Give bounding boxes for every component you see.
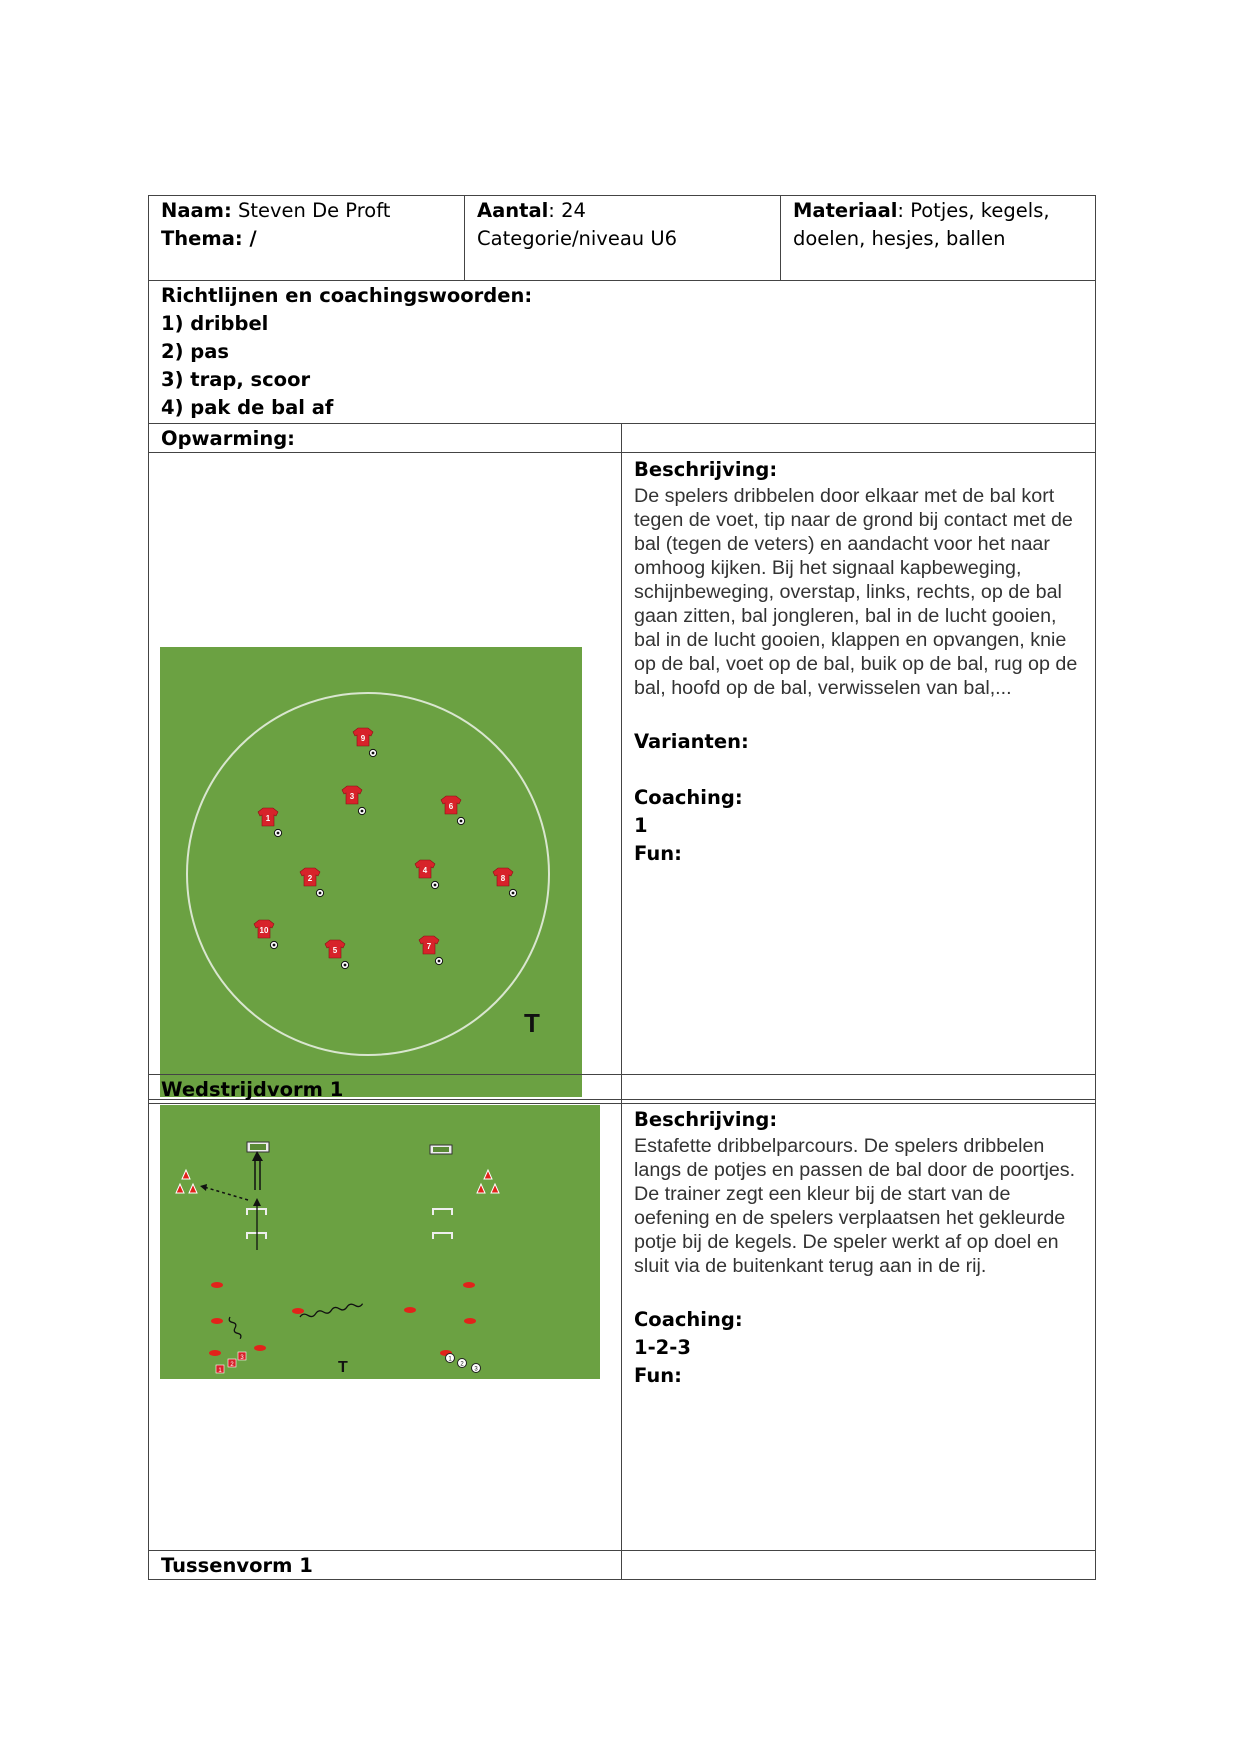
red-player-number: 3	[240, 1355, 244, 1361]
materiaal-text	[793, 197, 1085, 253]
ball-patch	[273, 944, 276, 947]
wedstrijdvorm-title: Wedstrijdvorm 1	[161, 1078, 344, 1101]
white-player-number: 1	[448, 1356, 452, 1363]
richtlijn-item: 1) dribbel	[161, 312, 269, 335]
ball-patch	[344, 964, 347, 967]
aantal-value: : 24	[548, 199, 586, 222]
player-number: 4	[422, 866, 428, 875]
aantal-line	[477, 197, 770, 225]
beschrijving-label: Beschrijving:	[634, 1108, 778, 1131]
wedstrijdvorm-diagram	[160, 1105, 600, 1379]
goal-left-net	[250, 1144, 266, 1150]
coaching-value: 1	[634, 814, 648, 837]
tussenvorm-title: Tussenvorm 1	[161, 1554, 313, 1577]
player-number: 9	[360, 734, 366, 743]
trainer-marker: T	[338, 1359, 348, 1376]
goal-right-net	[433, 1147, 449, 1152]
richtlijn-item: 2) pas	[161, 340, 229, 363]
player-number: 6	[448, 802, 454, 811]
aantal-cell	[464, 195, 781, 281]
fun-label: Fun:	[634, 842, 682, 865]
ball-patch	[372, 752, 375, 755]
thema-label: Thema: /	[161, 227, 257, 250]
wedstrijdvorm-text-cell	[621, 1103, 1096, 1551]
opwarming-diagram-cell	[148, 452, 622, 1100]
wedstrijdvorm-empty-cell	[621, 1074, 1096, 1104]
red-player-number: 2	[230, 1362, 234, 1368]
beschrijving-label: Beschrijving:	[634, 458, 778, 481]
player-number: 1	[265, 814, 271, 823]
richtlijnen-title: Richtlijnen en coachingswoorden:	[161, 284, 533, 307]
player-number: 10	[259, 926, 269, 935]
ball-patch	[438, 960, 441, 963]
ball-patch	[277, 832, 280, 835]
field-background	[160, 1105, 600, 1379]
naam-label: Naam:	[161, 199, 232, 222]
ball-patch	[434, 884, 437, 887]
naam-value: Steven De Proft	[231, 199, 391, 222]
player-number: 8	[500, 874, 506, 883]
richtlijnen-cell	[148, 280, 1096, 424]
white-player-number: 3	[474, 1366, 478, 1373]
field-background	[160, 647, 582, 1097]
ball-patch	[512, 892, 515, 895]
coaching-value: 1-2-3	[634, 1336, 691, 1359]
fun-label: Fun:	[634, 1364, 682, 1387]
materiaal-value: : Potjes, kegels, doelen, hesjes, ballen	[793, 199, 1050, 250]
trainer-marker: T	[524, 1008, 540, 1038]
red-player-number: 1	[218, 1368, 222, 1374]
richtlijn-item: 3) trap, scoor	[161, 368, 311, 391]
opwarming-empty-cell	[621, 423, 1096, 453]
beschrijving-text: De spelers dribbelen door elkaar met de bal kort tegen de voet, tip naar de grond bij contact met de bal (tegen de veters) en aandacht voor het naar omhoog kijken. Bij het signaal kapbeweging, schijnbeweging, overstap, links, rechts, op de bal gaan zitten, bal jongleren, bal in de lucht gooien, bal in de lucht gooien, klappen en opvangen, knie op de bal, voet op de bal, buik op de bal, rug op de bal, hoofd op de bal, verwisselen van bal,...	[634, 485, 1078, 699]
player-number: 2	[307, 874, 313, 883]
wedstrijdvorm-diagram-cell	[148, 1103, 622, 1551]
aantal-label: Aantal	[477, 199, 549, 222]
tussenvorm-title-cell	[148, 1550, 622, 1580]
white-player-number: 2	[460, 1361, 464, 1368]
player-number: 7	[426, 942, 432, 951]
beschrijving-text: Estafette dribbelparcours. De spelers dribbelen langs de potjes en passen de bal door de poortjes. De trainer zegt een kleur bij de start van de oefening en de spelers verplaatsen het gekleurde potje bij de kegels. De speler werkt af op doel en sluit via de buitenkant terug aan in de rij.	[634, 1135, 1076, 1277]
materiaal-cell	[780, 195, 1096, 281]
player-number: 3	[349, 792, 355, 801]
tussenvorm-empty-cell	[621, 1550, 1096, 1580]
materiaal-label: Materiaal	[793, 199, 898, 222]
naam-cell	[148, 195, 465, 281]
ball-patch	[319, 892, 322, 895]
coaching-label: Coaching:	[634, 1308, 743, 1331]
ball-patch	[460, 820, 463, 823]
opwarming-title-cell	[148, 423, 622, 453]
wedstrijdvorm-title-cell	[148, 1074, 622, 1104]
opwarming-diagram	[160, 647, 582, 1097]
ball-patch	[361, 810, 364, 813]
naam-line	[161, 197, 454, 225]
varianten-label: Varianten:	[634, 730, 749, 753]
player-number: 5	[332, 946, 338, 955]
coaching-label: Coaching:	[634, 786, 743, 809]
richtlijn-item: 4) pak de bal af	[161, 396, 334, 419]
opwarming-title: Opwarming:	[161, 427, 295, 450]
categorie-text: Categorie/niveau U6	[477, 227, 678, 250]
opwarming-text-cell	[621, 452, 1096, 1100]
